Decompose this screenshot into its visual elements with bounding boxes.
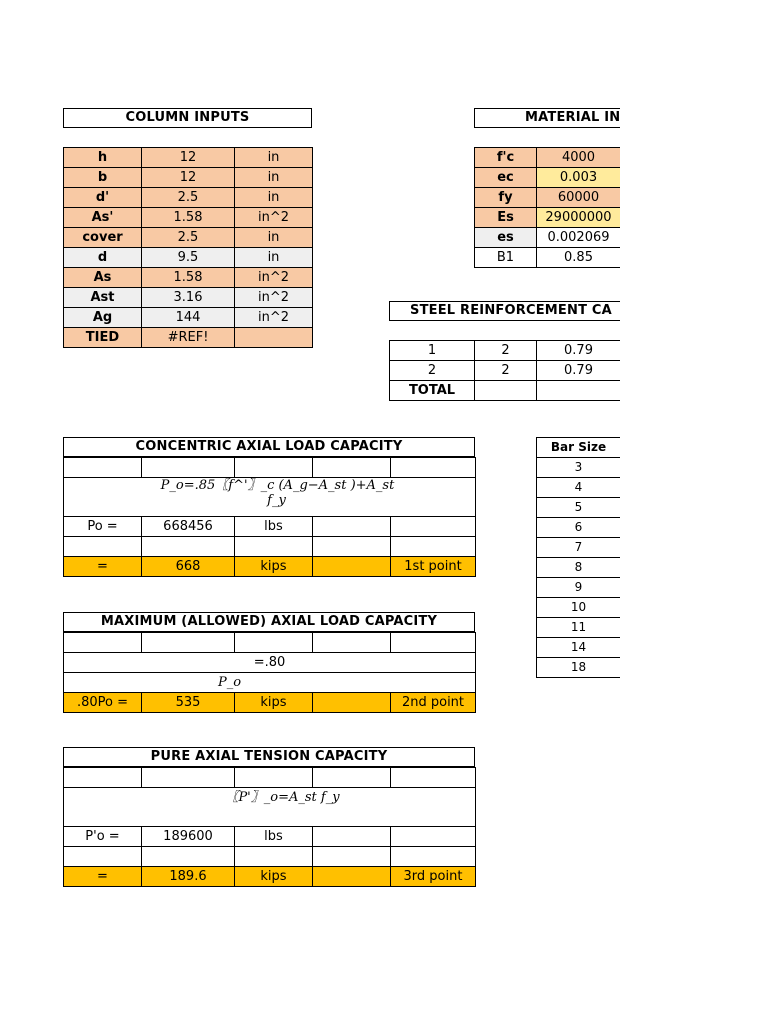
bar-size-row bbox=[537, 538, 621, 558]
bar-size-row bbox=[537, 478, 621, 498]
bar-size-row bbox=[537, 558, 621, 578]
column-input-value: 2.5 bbox=[142, 188, 235, 208]
concentric-formula-row bbox=[64, 478, 476, 517]
maximum-title: MAXIMUM (ALLOWED) AXIAL LOAD CAPACITY bbox=[63, 612, 475, 632]
column-input-label: h bbox=[64, 148, 142, 168]
result-unit: kips bbox=[235, 557, 313, 577]
result-value: 189.6 bbox=[142, 867, 235, 887]
bar-size-value: 4 bbox=[537, 478, 621, 498]
result-value: 668 bbox=[142, 557, 235, 577]
po-unit: lbs bbox=[235, 517, 313, 537]
result-unit: kips bbox=[235, 693, 313, 713]
result-note: 1st point bbox=[391, 557, 476, 577]
tension-po-row bbox=[64, 827, 476, 847]
concentric-formula bbox=[64, 478, 476, 517]
steel-total-empty bbox=[475, 381, 537, 401]
blank-row bbox=[64, 847, 476, 867]
result-note: 3rd point bbox=[391, 867, 476, 887]
column-input-label: As' bbox=[64, 208, 142, 228]
concentric-po-row bbox=[64, 517, 476, 537]
material-label: f'c bbox=[475, 148, 537, 168]
bar-size-row bbox=[537, 598, 621, 618]
concentric-title: CONCENTRIC AXIAL LOAD CAPACITY bbox=[63, 437, 475, 457]
material-inputs-table bbox=[474, 147, 620, 268]
steel-row bbox=[390, 341, 621, 361]
bar-size-value: 5 bbox=[537, 498, 621, 518]
bar-size-header: Bar Size bbox=[537, 438, 621, 458]
blank-row bbox=[64, 768, 476, 788]
material-value: 29000000 bbox=[537, 208, 621, 228]
material-label: ec bbox=[475, 168, 537, 188]
column-input-unit: in bbox=[235, 168, 313, 188]
steel-layer: 1 bbox=[390, 341, 475, 361]
column-input-label: Ag bbox=[64, 308, 142, 328]
steel-reinforcement-title: STEEL REINFORCEMENT CA bbox=[389, 301, 620, 321]
bar-size-value: 9 bbox=[537, 578, 621, 598]
material-inputs-title: MATERIAL IN bbox=[474, 108, 620, 128]
column-input-unit: in^2 bbox=[235, 268, 313, 288]
column-input-value: 12 bbox=[142, 148, 235, 168]
material-value: 0.002069 bbox=[537, 228, 621, 248]
material-row-fy bbox=[475, 188, 621, 208]
steel-count: 2 bbox=[475, 361, 537, 381]
steel-count: 2 bbox=[475, 341, 537, 361]
column-input-unit: in^2 bbox=[235, 308, 313, 328]
bar-size-value: 6 bbox=[537, 518, 621, 538]
column-input-label: b bbox=[64, 168, 142, 188]
bar-size-row bbox=[537, 578, 621, 598]
column-input-label: As bbox=[64, 268, 142, 288]
column-input-value: 1.58 bbox=[142, 268, 235, 288]
column-input-unit: in^2 bbox=[235, 288, 313, 308]
tension-result-row bbox=[64, 867, 476, 887]
steel-reinforcement-table bbox=[389, 340, 620, 401]
tension-formula: 〖P'〗_o=A_st f_y bbox=[64, 788, 476, 827]
steel-layer: 2 bbox=[390, 361, 475, 381]
concentric-result-row bbox=[64, 557, 476, 577]
bar-size-row bbox=[537, 518, 621, 538]
bar-size-value: 3 bbox=[537, 458, 621, 478]
bar-size-value: 18 bbox=[537, 658, 621, 678]
column-input-value: 1.58 bbox=[142, 208, 235, 228]
tension-formula-row bbox=[64, 788, 476, 827]
material-label: fy bbox=[475, 188, 537, 208]
material-label: Es bbox=[475, 208, 537, 228]
column-input-label: Ast bbox=[64, 288, 142, 308]
bar-size-value: 11 bbox=[537, 618, 621, 638]
result-label: = bbox=[64, 867, 142, 887]
bar-size-row bbox=[537, 458, 621, 478]
result-value: 535 bbox=[142, 693, 235, 713]
blank-row bbox=[64, 633, 476, 653]
column-inputs-title: COLUMN INPUTS bbox=[63, 108, 312, 128]
material-row-b1 bbox=[475, 248, 621, 268]
column-input-unit: in bbox=[235, 148, 313, 168]
po-value: 189600 bbox=[142, 827, 235, 847]
column-input-value: 144 bbox=[142, 308, 235, 328]
po-label: Po = bbox=[64, 517, 142, 537]
result-label: = bbox=[64, 557, 142, 577]
material-value: 4000 bbox=[537, 148, 621, 168]
bar-size-row bbox=[537, 498, 621, 518]
concentric-formula-line1: P_o=.85〖f^'〗_c (A_g−A_st )+A_st bbox=[160, 478, 395, 493]
column-input-unit: in bbox=[235, 248, 313, 268]
bar-size-value: 14 bbox=[537, 638, 621, 658]
material-label: es bbox=[475, 228, 537, 248]
result-unit: kips bbox=[235, 867, 313, 887]
column-input-value: 2.5 bbox=[142, 228, 235, 248]
po-value: 668456 bbox=[142, 517, 235, 537]
column-input-value: 3.16 bbox=[142, 288, 235, 308]
blank-row bbox=[64, 458, 476, 478]
steel-total-row bbox=[390, 381, 621, 401]
column-input-value: 9.5 bbox=[142, 248, 235, 268]
column-input-unit: in bbox=[235, 228, 313, 248]
steel-area: 0.79 bbox=[537, 361, 621, 381]
steel-area: 0.79 bbox=[537, 341, 621, 361]
concentric-table bbox=[63, 457, 476, 577]
column-input-unit: in^2 bbox=[235, 208, 313, 228]
material-row-fc bbox=[475, 148, 621, 168]
po-unit: lbs bbox=[235, 827, 313, 847]
steel-total-label: TOTAL bbox=[390, 381, 475, 401]
maximum-result-row bbox=[64, 693, 476, 713]
steel-row bbox=[390, 361, 621, 381]
b1-value: 0.85 bbox=[537, 248, 621, 268]
bar-size-value: 7 bbox=[537, 538, 621, 558]
column-input-label: d bbox=[64, 248, 142, 268]
steel-total-value bbox=[537, 381, 621, 401]
material-row-es-strain bbox=[475, 228, 621, 248]
po-label: P'o = bbox=[64, 827, 142, 847]
material-row-es-mod bbox=[475, 208, 621, 228]
bar-size-row bbox=[537, 658, 621, 678]
column-input-label: cover bbox=[64, 228, 142, 248]
material-value: 0.003 bbox=[537, 168, 621, 188]
bar-size-row bbox=[537, 618, 621, 638]
result-note: 2nd point bbox=[391, 693, 476, 713]
bar-size-value: 10 bbox=[537, 598, 621, 618]
maximum-formula-line2: P_o bbox=[64, 673, 476, 693]
column-input-unit: in bbox=[235, 188, 313, 208]
tension-title: PURE AXIAL TENSION CAPACITY bbox=[63, 747, 475, 767]
maximum-formula-row bbox=[64, 653, 476, 673]
bar-size-value: 8 bbox=[537, 558, 621, 578]
tension-table bbox=[63, 767, 476, 887]
bar-size-header-row bbox=[537, 438, 621, 458]
column-input-label: d' bbox=[64, 188, 142, 208]
column-input-value: 12 bbox=[142, 168, 235, 188]
bar-size-table bbox=[536, 437, 620, 678]
column-input-label: TIED bbox=[64, 328, 142, 348]
maximum-table bbox=[63, 632, 476, 713]
material-value: 60000 bbox=[537, 188, 621, 208]
result-label: .80Po = bbox=[64, 693, 142, 713]
maximum-formula-line1: =.80 bbox=[64, 653, 476, 673]
blank-row bbox=[64, 537, 476, 557]
b1-label: B1 bbox=[475, 248, 537, 268]
material-row-ec bbox=[475, 168, 621, 188]
concentric-formula-line2: f_y bbox=[267, 493, 286, 508]
column-input-value: #REF! bbox=[142, 328, 235, 348]
bar-size-row bbox=[537, 638, 621, 658]
maximum-formula-row2 bbox=[64, 673, 476, 693]
